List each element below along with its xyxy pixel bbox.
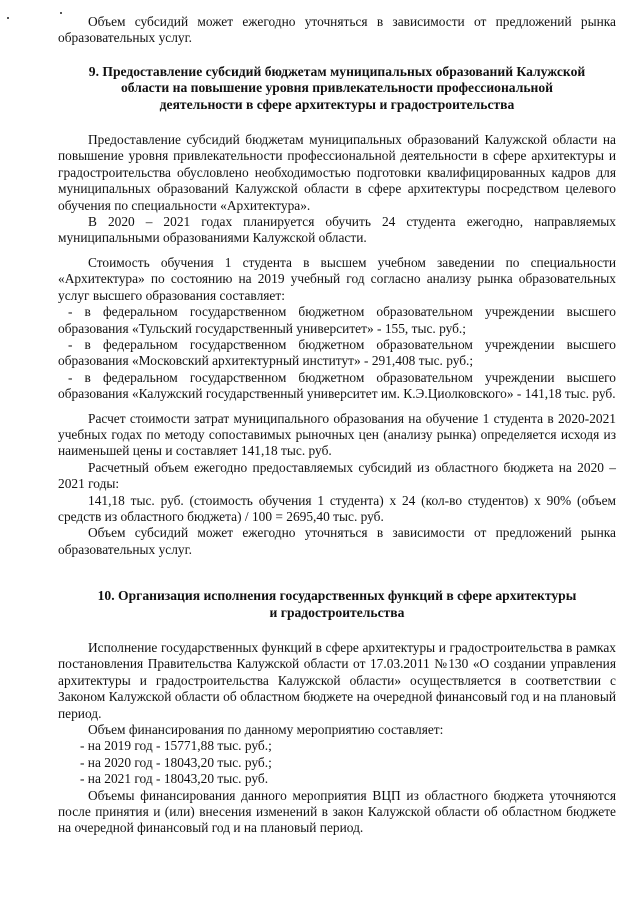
section-10-paragraph: Объемы финансирования данного мероприятия ВЦП из областного бюджета уточняются после принятия и (или) внесения изменений в закон Калужской области об областном бюджете на очередной финансовый год и на плановый период. (58, 787, 616, 836)
section-9-paragraph: Стоимость обучения 1 студента в высшем учебном заведении по специальности «Архитектура» по состоянию на 2019 учебный год согласно анализу рынка образовательных услуг высшего образования составляет: (58, 254, 616, 303)
section-10-title-line: и градостроительства (269, 604, 405, 620)
funding-list-item: - на 2021 год - 18043,20 тыс. руб. (80, 771, 269, 787)
section-10-heading (58, 588, 616, 621)
section-9-list-item: - в федеральном государственном бюджетном образовательном учреждении высшего образования «Московский архитектурный институт» - 291,408 тыс. руб.; (58, 336, 616, 369)
funding-list-item: - на 2019 год - 15771,88 тыс. руб.; (80, 738, 272, 754)
section-9-title-line: деятельности в сфере архитектуры и градостроительства (159, 96, 515, 112)
section-9-title-line: 9. Предоставление субсидий бюджетам муниципальных образований Калужской (88, 63, 586, 79)
section-9-paragraph: В 2020 – 2021 годах планируется обучить 24 студента ежегодно, направляемых муниципальными образованиями Калужской области. (58, 214, 616, 246)
section-9-list-item: - в федеральном государственном бюджетном образовательном учреждении высшего образования «Калужский государственный университет им. К.Э.Циолковского» - 141,18 тыс. руб. (58, 369, 616, 402)
section-9-list-item: - в федеральном государственном бюджетном образовательном учреждении высшего образования «Тульский государственный университет» - 155, тыс. руб.; (58, 304, 616, 336)
section-9-paragraph: Расчетный объем ежегодно предоставляемых субсидий из областного бюджета на 2020 – 2021 годы: (58, 459, 616, 492)
scan-speck (7, 17, 9, 19)
section-9-heading (58, 64, 616, 113)
section-9-formula: 141,18 тыс. руб. (стоимость обучения 1 студента) х 24 (кол-во студентов) х 90% (объем средств из областного бюджета) / 100 = 2695,40 тыс. руб. (58, 492, 616, 524)
section-10-title-line: 10. Организация исполнения государственных функций в сфере архитектуры (97, 588, 577, 604)
section-10-paragraph: Исполнение государственных функций в сфере архитектуры и градостроительства в рамках постановления Правительства Калужской области от 17.03.2011 №130 «О создании управления архитектуры и градостроительства Калужской области» осуществляется в соответствии с Законом Калужской области об областном бюджете на очередной финансовый год и на плановый период. (58, 640, 616, 721)
section-10-paragraph: Объем финансирования по данному мероприятию составляет: (88, 722, 444, 738)
intro-paragraph: Объем субсидий может ежегодно уточняться в зависимости от предложений рынка образовательных услуг. (58, 14, 616, 46)
funding-list-item: - на 2020 год - 18043,20 тыс. руб.; (80, 754, 272, 770)
section-9-paragraph: Объем субсидий может ежегодно уточняться в зависимости от предложений рынка образовательных услуг. (58, 525, 616, 557)
section-9-paragraph: Расчет стоимости затрат муниципального образования на обучение 1 студента в 2020-2021 учебных годах по методу сопоставимых рыночных цен (анализу рынка) определяется исходя из наименьшей цены и составляет 141,18 тыс. руб. (58, 410, 616, 459)
section-9-title-line: области на повышение уровня привлекательности профессиональной (121, 80, 553, 96)
section-9-paragraph: Предоставление субсидий бюджетам муниципальных образований Калужской области на повышение уровня привлекательности профессиональной деятельности в сфере архитектуры и градостроительства обусловлено необходимостью подготовки квалифицированных кадров для муниципальных образований Калужской области в сфере архитектуры посредством целевого обучения по специальности «Архитектура». (58, 132, 616, 213)
document-page (58, 14, 616, 837)
section-10-funding-list (58, 738, 616, 787)
